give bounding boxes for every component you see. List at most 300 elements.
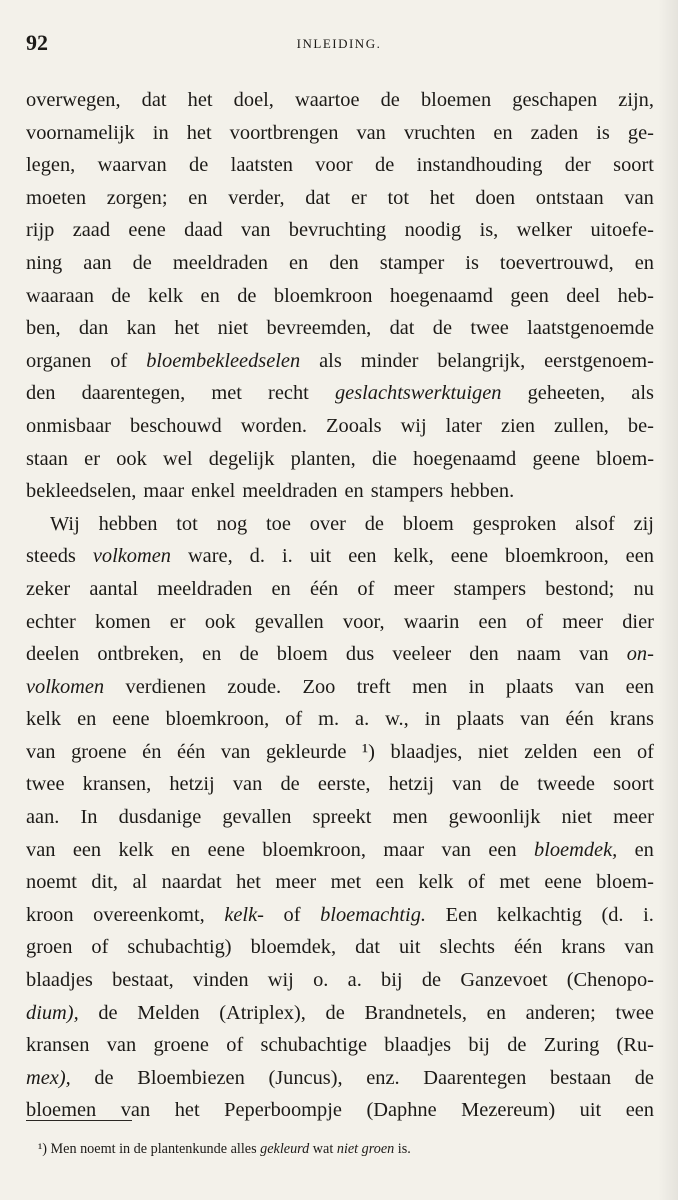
word: twee <box>615 1001 654 1024</box>
word: schubachtige <box>260 1034 367 1057</box>
word: van <box>232 773 263 796</box>
word: plaats <box>456 708 505 731</box>
word: niet <box>478 740 509 763</box>
text-line <box>26 964 654 997</box>
text-line <box>26 214 654 247</box>
word: men <box>392 806 428 829</box>
word: één <box>177 740 206 763</box>
word: bij <box>381 969 403 992</box>
word: waartoe <box>294 89 360 111</box>
word: blaadjes, <box>390 740 463 763</box>
word: uit <box>579 1099 602 1122</box>
word: minder <box>360 349 419 372</box>
word: dan <box>78 317 109 340</box>
italic-word: mex), <box>26 1066 71 1089</box>
word: moeten <box>26 186 87 209</box>
word: planten, <box>290 447 356 470</box>
word: de <box>421 969 442 992</box>
word: bestond; <box>545 577 615 600</box>
italic-word: bloemachtig. <box>320 903 427 926</box>
word: zien <box>500 414 535 437</box>
word: bloem <box>402 512 454 535</box>
word: er <box>350 186 367 209</box>
word: de <box>432 317 453 340</box>
word: niet <box>561 806 593 829</box>
word: een <box>375 871 404 894</box>
word: Peperboompje <box>224 1099 342 1122</box>
word: gevallen <box>254 610 324 633</box>
word: een <box>478 610 507 633</box>
word: één <box>513 936 543 959</box>
word: een <box>625 545 654 568</box>
word: een <box>625 1099 654 1122</box>
word: soort <box>613 154 654 177</box>
word: vruchten <box>403 121 476 144</box>
text-line <box>26 84 654 117</box>
word: eerstgenoem- <box>544 349 654 372</box>
word: zelden <box>524 740 578 763</box>
word: geene <box>532 447 580 470</box>
word: voornamelijk <box>26 121 135 144</box>
word: én <box>142 740 162 763</box>
word: kelk <box>148 284 184 307</box>
text-line <box>26 768 654 801</box>
word: in <box>424 708 441 731</box>
word: wij <box>400 414 427 437</box>
word: geheeten, <box>527 382 606 405</box>
word: de <box>375 154 395 177</box>
word: er <box>169 610 186 633</box>
word: bevruchting <box>288 219 387 242</box>
text-line <box>26 931 654 964</box>
word: dat <box>141 89 167 111</box>
word: zaden <box>530 121 579 144</box>
word: ontstaan <box>535 186 604 209</box>
text-line <box>26 899 654 932</box>
word: (Atriplex), <box>219 1001 306 1024</box>
word: de <box>94 1066 114 1089</box>
text-line <box>26 247 654 280</box>
word: (Chenopo- <box>566 969 654 992</box>
word: van <box>579 643 609 666</box>
word: doen <box>475 186 516 209</box>
word: de <box>98 1001 118 1024</box>
word: of <box>110 349 128 372</box>
word: bestaan <box>549 1066 612 1089</box>
word: of <box>285 708 303 731</box>
word: dit, <box>91 871 119 894</box>
word: van <box>624 186 654 209</box>
text-line <box>26 834 654 867</box>
word: w., <box>385 708 409 731</box>
word: één <box>309 577 339 600</box>
word: den <box>469 643 499 666</box>
word: als <box>631 382 654 405</box>
word: het <box>174 317 200 340</box>
word: degelijk <box>208 447 275 470</box>
word: staan <box>26 447 68 470</box>
word: voor <box>315 154 353 177</box>
word: stampers <box>370 480 444 503</box>
word: het <box>187 89 213 111</box>
word: d. <box>249 545 265 568</box>
word: kelk, <box>393 545 434 568</box>
page-number: 92 <box>26 30 48 55</box>
italic-word: bloemdek, <box>534 838 618 861</box>
word: kroon <box>26 903 74 926</box>
word: meer <box>393 577 435 600</box>
word: of <box>226 1034 244 1057</box>
word: met <box>499 871 530 894</box>
word: maar <box>383 838 425 861</box>
word: ook <box>116 447 147 470</box>
word: van <box>26 740 56 763</box>
word: een <box>625 675 654 698</box>
word: tot <box>387 186 410 209</box>
word: meeldraden <box>157 577 253 600</box>
word: treft <box>356 675 391 698</box>
word: maar <box>143 480 185 503</box>
word: van <box>220 740 251 763</box>
word: kransen, <box>82 773 152 796</box>
italic-word: volkomen <box>92 545 171 568</box>
word: naam <box>516 643 562 666</box>
word: is, <box>479 219 499 242</box>
word: daarentegen, <box>81 382 186 405</box>
word: geschapen <box>512 89 598 111</box>
text-line <box>26 345 654 378</box>
word: bloemkroon, <box>505 545 609 568</box>
word: waaraan <box>26 284 94 307</box>
word: aan. <box>26 806 60 829</box>
word: of <box>283 903 301 926</box>
word: verder, <box>228 186 285 209</box>
word: bloem- <box>596 447 654 470</box>
word: met <box>211 382 242 405</box>
word: zijn, <box>618 89 654 111</box>
word: Mezereum) <box>461 1099 556 1122</box>
word: voortbrengen <box>229 121 339 144</box>
word: de <box>380 89 400 111</box>
word: de <box>499 773 520 796</box>
word: en <box>170 838 191 861</box>
word: doel, <box>233 89 274 111</box>
word: kelkachtig <box>496 903 582 926</box>
word: het <box>236 871 261 894</box>
word: of <box>636 740 654 763</box>
word: heb- <box>617 284 654 307</box>
word: meer <box>562 610 604 633</box>
word: er <box>84 447 100 470</box>
word: de <box>280 773 300 796</box>
word: en <box>77 708 97 731</box>
word: kelk <box>418 871 454 894</box>
word: stamper <box>379 251 445 274</box>
word: de <box>111 284 131 307</box>
word: den <box>26 382 56 405</box>
text-line <box>26 703 654 736</box>
running-title: INLEIDING. <box>296 36 382 51</box>
word: blaadjes <box>26 969 93 992</box>
word: van <box>624 936 654 959</box>
word: een <box>348 545 377 568</box>
word: Melden <box>137 1001 200 1024</box>
word: tot <box>176 512 198 535</box>
word: niet <box>217 317 249 340</box>
word: is <box>596 121 610 144</box>
word: organen <box>26 349 92 372</box>
footnote-italic: gekleurd <box>260 1141 310 1157</box>
word: bij <box>468 1034 490 1057</box>
word: hebben <box>98 512 158 535</box>
word: plaats <box>505 675 554 698</box>
word: of <box>91 936 109 959</box>
word: groene <box>153 1034 209 1057</box>
text-line <box>26 606 654 639</box>
word: naardat <box>161 871 222 894</box>
word: zeker <box>26 577 71 600</box>
word: van <box>520 708 550 731</box>
footnote-text: is. <box>397 1141 411 1157</box>
word: het <box>174 1099 200 1122</box>
text-line <box>26 540 654 573</box>
text-line <box>26 508 654 541</box>
word: be- <box>627 414 654 437</box>
word: voor, <box>342 610 385 633</box>
word: kan <box>126 317 157 340</box>
word: echter <box>26 610 76 633</box>
word: deel <box>566 284 601 307</box>
word: waarvan <box>97 154 167 177</box>
word: o. <box>313 969 329 992</box>
word: in <box>468 675 485 698</box>
word: deelen <box>26 643 80 666</box>
word: ware, <box>187 545 233 568</box>
word: en <box>634 251 654 274</box>
word: en <box>634 838 654 861</box>
word: van <box>240 219 271 242</box>
word: eene <box>128 219 166 242</box>
text-line <box>26 117 654 150</box>
word: meer <box>275 871 317 894</box>
word: verdienen <box>125 675 206 698</box>
word: de <box>189 154 209 177</box>
footnote-marker: ¹) <box>38 1141 47 1157</box>
text-line <box>26 573 654 606</box>
word: van <box>356 121 386 144</box>
word: a. <box>355 708 370 731</box>
word: (Juncus), <box>268 1066 343 1089</box>
word: van <box>452 773 482 796</box>
word: blaadjes <box>384 1034 452 1057</box>
word: een <box>488 838 517 861</box>
word: overeenkomt, <box>93 903 205 926</box>
word: het <box>429 186 455 209</box>
italic-word: volkomen <box>26 675 105 698</box>
word: met <box>330 871 362 894</box>
word: hoegenaamd <box>389 284 493 307</box>
word: stampers <box>453 577 527 600</box>
word: Ganzevoet <box>460 969 548 992</box>
word: In <box>80 806 98 829</box>
word: hoegenaamd <box>413 447 517 470</box>
word: i. <box>281 545 293 568</box>
word: uit <box>309 545 332 568</box>
word: dat <box>389 317 415 340</box>
word: (d. <box>601 903 624 926</box>
word: meeldraden <box>172 251 268 274</box>
word: laatsten <box>230 154 293 177</box>
word: m. <box>318 708 340 731</box>
word: bevreemden, <box>266 317 372 340</box>
word: bloemkroon, <box>165 708 270 731</box>
word: een <box>72 838 102 861</box>
footnote <box>38 1141 411 1158</box>
word: zij <box>633 512 654 535</box>
word: of <box>467 871 485 894</box>
word: en <box>344 480 364 503</box>
word: de <box>325 1001 345 1024</box>
word: rijp <box>26 219 55 242</box>
word: overwegen, <box>26 89 121 111</box>
word: of <box>357 577 375 600</box>
word: wij <box>267 969 294 992</box>
word: ben, <box>26 317 61 340</box>
word: eene <box>112 708 150 731</box>
text-line <box>26 1062 654 1095</box>
word: schubachtig) <box>127 936 232 959</box>
word: instandhouding <box>416 154 543 177</box>
word: en <box>493 121 513 144</box>
text-line <box>26 280 654 313</box>
footnote-text: Men noemt in de plantenkunde alles <box>50 1141 257 1157</box>
word: vinden <box>193 969 249 992</box>
footnote-divider <box>26 1120 132 1121</box>
word: Wij <box>50 512 80 535</box>
word: uit <box>398 936 421 959</box>
word: hetzij <box>169 773 215 796</box>
text-line <box>26 475 654 508</box>
word: legen, <box>26 154 76 177</box>
word: van <box>26 838 56 861</box>
word: dat <box>305 186 331 209</box>
word: zorgen; <box>106 186 168 209</box>
word: Brandnetels, <box>364 1001 467 1024</box>
word: of <box>526 610 544 633</box>
word: groen <box>26 936 73 959</box>
word: uitoefe- <box>590 219 654 242</box>
word: over <box>309 512 346 535</box>
word: ook <box>204 610 236 633</box>
word: Daarentegen <box>423 1066 527 1089</box>
word: krans <box>609 708 654 731</box>
word: krans <box>561 936 606 959</box>
word: a. <box>347 969 362 992</box>
word: gekleurde <box>265 740 347 763</box>
word: den <box>329 251 359 274</box>
word: is <box>465 251 479 274</box>
word: de <box>132 251 152 274</box>
word: i. <box>643 903 654 926</box>
text-line <box>26 997 654 1030</box>
word: en <box>271 577 291 600</box>
word: welker <box>516 219 573 242</box>
word: laatstgenoemde <box>527 317 654 340</box>
word: soort <box>613 773 654 796</box>
word: dat <box>355 936 380 959</box>
footnote-text: wat <box>312 1141 334 1157</box>
word: alsof <box>575 512 615 535</box>
word: zullen, <box>553 414 609 437</box>
body-text <box>26 84 654 1127</box>
word: noodig <box>404 219 462 242</box>
text-line <box>26 312 654 345</box>
word: ¹) <box>361 740 375 763</box>
word: tweede <box>537 773 595 796</box>
word: (Ru- <box>616 1034 654 1057</box>
word: bestaat, <box>112 969 174 992</box>
word: recht <box>268 382 309 405</box>
word: groene <box>71 740 127 763</box>
word: toevertrouwd, <box>499 251 614 274</box>
word: dusdanige <box>118 806 202 829</box>
word: nog <box>216 512 248 535</box>
word: enkel <box>191 480 236 503</box>
text-line <box>26 638 654 671</box>
text-line <box>26 736 654 769</box>
word: nu <box>633 577 654 600</box>
word: onmisbaar <box>26 414 111 437</box>
word: worden. <box>240 414 308 437</box>
word: van <box>120 1099 151 1122</box>
word: anderen; <box>525 1001 596 1024</box>
word: van <box>441 838 471 861</box>
word: bloemkroon, <box>262 838 366 861</box>
word: de <box>237 284 257 307</box>
word: dus <box>345 643 375 666</box>
word: toe <box>265 512 291 535</box>
word: de <box>634 1066 654 1089</box>
word: eene <box>544 871 582 894</box>
text-line <box>26 1029 654 1062</box>
word: daad <box>184 219 223 242</box>
word: ge- <box>627 121 654 144</box>
text-line <box>26 377 654 410</box>
word: al <box>132 871 148 894</box>
word: der <box>564 154 591 177</box>
word: men <box>412 675 448 698</box>
word: steeds <box>26 545 76 568</box>
italic-word: kelk- <box>224 903 264 926</box>
word: ning <box>26 251 63 274</box>
text-line <box>26 149 654 182</box>
text-line <box>26 443 654 476</box>
word: bloemen <box>26 1099 97 1122</box>
word: en <box>202 643 222 666</box>
word: de <box>507 1034 527 1057</box>
word: ontbreken, <box>97 643 184 666</box>
word: zaad <box>72 219 111 242</box>
word: die <box>372 447 397 470</box>
word: bloemkroon <box>273 284 373 307</box>
word: waarin <box>403 610 460 633</box>
word: bekleedselen, <box>26 480 137 503</box>
word: aan <box>83 251 112 274</box>
word: geen <box>510 284 549 307</box>
word: meer <box>613 806 654 829</box>
word: bloem <box>276 643 328 666</box>
italic-word: geslachtswerktuigen <box>334 382 502 405</box>
